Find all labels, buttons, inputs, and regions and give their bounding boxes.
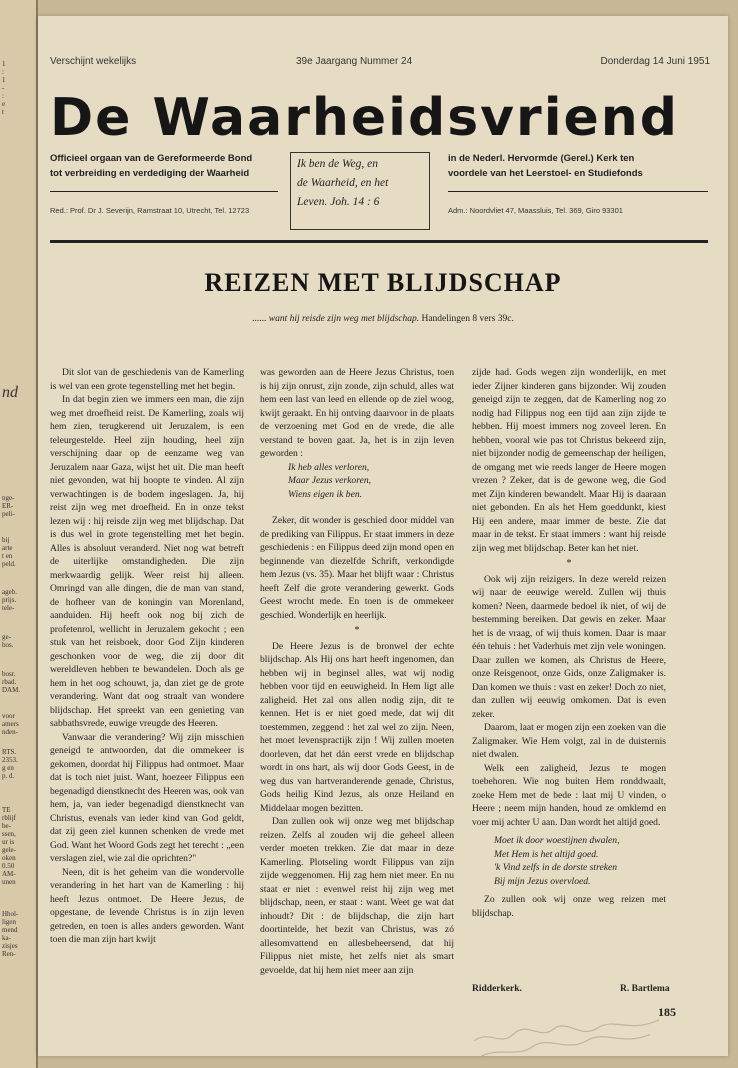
paragraph: In dat begin zien we immers een man, die zijn weg met droefheid reist. De Kamerling, zoals wij hem zien, terugkerend uit Jeruzalem, is een teleurgestelde. Heel zijn houding, heel zijn verschijning daar op de eenzame weg van Jeruzalem naar Gaza, wijst het uit. Die man heeft niet gevonden, wat hij hoopte te vinden. Al zijn verwachtingen is de bodem ingeslagen. Ja, hij reist zijn weg met droefheid. En in onze tekst lezen wij : hij reisde zijn weg met blijdschap. Dat is dus wel in grote tegenstelling met het begin. Alles is absoluut veranderd. Niet nog wat betreft de uiterlijke omstandigheden. Die zijn merkwaardig gelijk. Weer reist hij alleen. Omringd van alle dingen, die de man van stand, de hofheer van de koningin van Morenland, aanduiden. Hij heeft ook nog bij zich de profetenrol, wellicht in Jeruzalem gekocht ; een stuk van het reisboek, door God Zijn kinderen geschonken voor de weg, die zij door dit wereldleven hebben te bewandelen. Doch als ge hem in het oog schouwt, ja, dan ziet ge de grote verandering. Want dat oog straalt van wondere blijdschap. Het spreekt van een genieting van sabbathsvrede, euwige vreugde des Heeren. [50, 394, 244, 729]
header-bottom-rule [50, 240, 708, 243]
epigraph-quote: want hij reisde zijn weg met blijdschap. [268, 314, 420, 324]
newspaper-page [38, 16, 728, 1056]
adjacent-page-edge [0, 0, 38, 1068]
spine-fragment: bosr. rbad. DAM. [2, 670, 21, 694]
spine-fragment: voor amers nden- [2, 712, 19, 736]
volume-number: 39e Jaargang Nummer 24 [296, 56, 413, 67]
poem-line: Met Hem is het altijd goed. [494, 848, 599, 860]
editor-address: Red.: Prof. Dr J. Severijn, Ramstraat 10, Utrecht, Tel. 12723 [50, 206, 250, 215]
administration-address: Adm.: Noordvliet 47, Maassluis, Tel. 369, Giro 93301 [448, 206, 623, 215]
epigraph-dots: ...... [252, 314, 267, 324]
paragraph: De Heere Jezus is de bronwel der echte blijdschap. Als Hij ons hart heeft ingenomen, dan hebben wij in beginsel alles, wat wij nodig hebben voor tijd en eeuwigheid. In Hem ligt alle zaligheid. Het zal ons allen nodig zijn, dit te kennen. Het is er niet goed mede, dat wij dit toestemmen, zeggend : het zal wel zo zijn. Neen, het moet levenspractijk zijn ! Wij zullen moeten doorleven, dat het dán eerst vrede en blijdschap wordt in ons hart, als wij door Gods Geest, in de weg dus van hartveranderende genade, Christus, Gods heilig Kind Jezus, als onze Heiland en Middelaar mogen bezitten. [260, 640, 454, 814]
paragraph: Dit slot van de geschiedenis van de Kamerling is wel van een grote tegenstelling met het begin. [50, 367, 244, 392]
publication-frequency: Verschijnt wekelijks [50, 56, 137, 67]
handwritten-annotation [469, 1009, 671, 1063]
spine-fragment: TE rblijf be- ssen, ur is gele- oken 0.50 AM- unen [2, 806, 16, 886]
motto-line: de Waarheid, en het [297, 177, 389, 189]
spine-fragment: RTS. 2353. g en p. d. [2, 748, 18, 780]
poem-line: Moet ik door woestijnen dwalen, [494, 835, 620, 846]
page-number: 185 [658, 1005, 676, 1019]
section-separator: * [354, 625, 360, 636]
spine-fragment: ge- bos. [2, 633, 14, 649]
section-separator: * [566, 558, 572, 569]
poem-line: 'k Vind zelfs in de dorste streken [494, 862, 618, 873]
article-title: REIZEN MET BLIJDSCHAP [204, 268, 562, 297]
subtitle-left-2: tot verbreiding en verdediging der Waarheid [50, 168, 250, 179]
article-epigraph [38, 314, 728, 324]
header-rule [50, 191, 278, 192]
paragraph: Dan zullen ook wij onze weg met blijdschap reizen. Zelfs al zouden wij die geheel alleen verder moeten trekken. Zie dat maar in deze Kamerling. Plotseling wordt Filippus van zijn zijde weggenomen. Hij zag hem niet meer. En nu staat er niet : evenwel reist hij zijn weg met blijdschap, neen, er staat : want. Weet ge wat dat inhoudt? Dit : de blijdschap, die zijn hart doortintelde, het bezit van Christus, was zó allesomvattend en allesbeheersend, dat hij Filippus niet miste, het zelfs niet als smart gevoelde, dat hij hem niet meer aan zijn [260, 816, 454, 976]
poem-line: Bij mijn Jezus overvloed. [494, 875, 591, 887]
paragraph: Ook wij zijn reizigers. In deze wereld reizen wij naar de eeuwige wereld. Zullen wij thuis komen? Neen, daarmede bedoel ik niet, of wij de bestemming bereiken. Dat gewis en zeker. Maar het is de vraag, of wij thuis komen. Daar is maar één tehuis : het Vaderhuis met zijn vele woningen. Daar zullen we komen, als Christus de Heere, onze Reisgenoot, onze Gids, onze Zaligmaker is. Dan komen we thuis : vast en zeker! Doch zo niet, dan zullen wij eeuwig omkomen. Dat is even zeker. [472, 573, 666, 720]
spine-fragment: bij arte t en peld. [2, 536, 16, 568]
paragraph: Vanwaar die verandering? Wij zijn misschien geneigd te antwoorden, dat die ommekeer is gekomen, doordat hij Filippus had ontmoet. Maar dat is toch niet juist. Want, hoezeer Filippus een begenadigd dienstknecht des Heeren was, ook van hem, ja, van ieder begenadigd dienstknecht van Christus, evenals van ieder kind van God geldt, dat zij geen ziel kunnen schenken de vrede met God. Want het Woord Gods zegt het terecht : „een verslagen ziel, wie zal die oprichten?" [50, 731, 244, 864]
paragraph: Welk een zaligheid, Jezus te mogen toebehoren. Wie nog buiten Hem ronddwaalt, zoeke Hem met de bede : laat mij U vinden, o Heere ; neem mijn handen, houd ze omklemd en voer mij achter U aan. Dan wordt het altijd goed. [472, 762, 666, 828]
motto-box [290, 152, 430, 230]
spine-fragment: 1 : 1 - : e t [2, 60, 6, 116]
poem-line: Maar Jezus verkoren, [288, 475, 372, 486]
motto-line: Leven. Joh. 14 : 6 [297, 196, 380, 208]
header-rule [448, 191, 708, 192]
article-column-2 [260, 366, 454, 977]
subtitle-left-1: Officieel orgaan van de Gereformeerde Bond [50, 153, 253, 164]
issue-date: Donderdag 14 Juni 1951 [600, 56, 710, 67]
poem-line: Wiens eigen ik ben. [288, 488, 363, 500]
paragraph: Zo zullen ook wij onze weg reizen met blijdschap. [472, 894, 666, 919]
paragraph: Neen, dit is het geheim van die wondervolle verandering in het hart van de Kamerling : hij heeft Jezus ontmoet. De Heere Jezus, de opgestane, de levende Christus is in zijn leven getreden, en toen is alles anders geworden. Want toen die man zijn hart kwijt [50, 866, 244, 945]
motto-line: Ik ben de Weg, en [297, 158, 378, 170]
paragraph: was geworden aan de Heere Jezus Christus, toen is hij zijn onrust, zijn zonde, zijn schuld, alles wat hem een last van leed en ellende op de ziel woog, kwijt geraakt. En hij ontving daarvoor in de plaats de verzoening met God en de vrede, die alle verstand te boven gaat. Ja, het is in zijn leven geworden : [260, 367, 454, 459]
subtitle-right-2: voordele van het Leerstoel- en Studiefonds [448, 168, 643, 179]
epigraph-reference: Handelingen 8 vers 39c. [421, 314, 514, 324]
masthead-title: De Waarheidsvriend [50, 88, 680, 148]
spine-fragment: ageb. prijs. tele- [2, 588, 17, 612]
article-place: Ridderkerk. [472, 984, 522, 994]
poem-line: Ik heb alles verloren, [288, 461, 370, 473]
spine-fragment: Hhol- ligen mend ka- zisjes Ren- [2, 910, 19, 958]
paragraph: Zeker, dit wonder is geschied door middel van de prediking van Filippus. Er staat immers in deze geschiedenis : en Filippus deed zijn mond open en beginnende van diezelfde Schrift, verkondigde hem Jezus (vs. 35). Maar het blijft waar : Christus heeft Zelf die grote verandering gewerkt. Gods Geest wrocht mede. En toen is de ommekeer geschied. Wonderlijk en heerlijk. [260, 515, 454, 621]
spine-fragment: nge- ER- peli- [2, 494, 15, 518]
paragraph: zijde had. Gods wegen zijn wonderlijk, en met ieder Zijner kinderen gans bijzonder. Wij zouden geneigd zijn te zeggen, dat de Kamerling nog zo nodig had Filippus nog een tijd aan zijn zijde te hebben. Hij moest immers nog zoveel leren. En hebben, vooral wie pas tot Christus bekeerd zijn, niet bijzonder nodig de gemeenschap der heiligen, de omgang met wie reeds langer de Heere mogen vrezen ? Zeker, dat is de gewone weg, die God met Zijn kinderen bewandelt. Maar Hij is daaraan niet gebonden. En als het Hem goeddunkt, kiest Hij een andere, maar immer de beste. Zie dat maar in de tekst. Er staat immers : want hij reisde zijn weg met blijdschap. Beter kan het niet. [472, 367, 666, 554]
article-column-3 [472, 366, 666, 920]
paragraph: Daarom, laat er mogen zijn een zoeken van die Zaligmaker. Wie Hem volgt, zal in de duisternis niet dwalen. [472, 722, 666, 760]
subtitle-right-1: in de Nederl. Hervormde (Gerel.) Kerk ten [448, 153, 635, 164]
spine-fragment: nd [2, 384, 18, 401]
article-column-1 [50, 366, 244, 947]
article-author: R. Bartlema [620, 984, 670, 994]
